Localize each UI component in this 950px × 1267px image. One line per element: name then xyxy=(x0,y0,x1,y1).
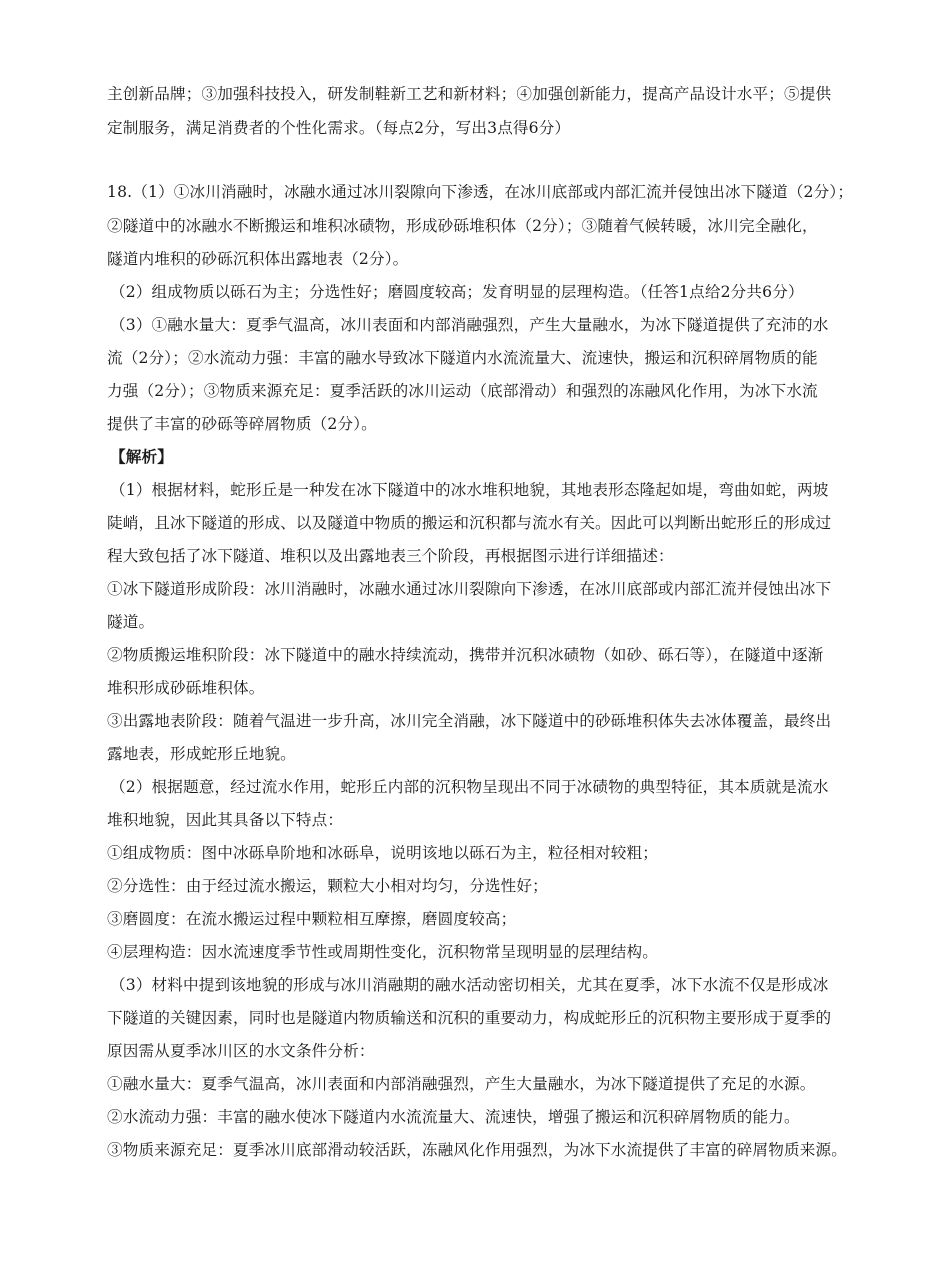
analysis-part2-line-2: 堆积地貌，因此其具备以下特点： xyxy=(107,811,344,829)
analysis-reason-sediment: ③物质来源充足：夏季冰川底部滑动较活跃，冻融风化作用强烈，为冰下水流提供了丰富的碎屑物质来源。 xyxy=(107,1141,847,1159)
answer-18-part3-line-1: （3）①融水量大：夏季气温高，冰川表面和内部消融强烈，产生大量融水，为冰下隧道提供了充沛的水 xyxy=(110,316,829,334)
analysis-part1-line-1: （1）根据材料，蛇形丘是一种发在冰下隧道中的冰水堆积地貌，其地表形态隆起如堤，弯曲如蛇，两坡 xyxy=(110,481,829,499)
analysis-part2-line-1: （2）根据题意，经过流水作用，蛇形丘内部的沉积物呈现出不同于冰碛物的典型特征，其本质就是流水 xyxy=(110,778,829,796)
analysis-heading: 【解析】 xyxy=(110,447,173,466)
answer-18-part3-line-3: 力强（2分）；③物质来源充足：夏季活跃的冰川运动（底部滑动）和强烈的冻融风化作用，为冰下水流 xyxy=(107,382,818,400)
analysis-reason-flow: ②水流动力强：丰富的融水使冰下隧道内水流流量大、流速快，增强了搬运和沉积碎屑物质的能力。 xyxy=(107,1108,800,1126)
analysis-part1-line-3: 程大致包括了冰下隧道、堆积以及出露地表三个阶段，再根据图示进行详细描述： xyxy=(107,547,674,565)
answer-18-part1-line-1: 18.（1）①冰川消融时，冰融水通过冰川裂隙向下渗透，在冰川底部或内部汇流并侵蚀出冰下隧道（2分）； xyxy=(107,183,854,201)
analysis-feature-composition: ①组成物质：图中冰砾阜阶地和冰砾阜，说明该地以砾石为主，粒径相对较粗； xyxy=(107,844,659,862)
analysis-reason-meltwater: ①融水量大：夏季气温高，冰川表面和内部消融强烈，产生大量融水，为冰下隧道提供了充足的水源。 xyxy=(107,1075,816,1093)
analysis-stage3-line-1: ③出露地表阶段：随着气温进一步升高，冰川完全消融，冰下隧道中的砂砾堆积体失去冰体覆盖，最终出 xyxy=(107,712,832,730)
analysis-stage1-line-1: ①冰下隧道形成阶段：冰川消融时，冰融水通过冰川裂隙向下渗透，在冰川底部或内部汇流并侵蚀出冰下 xyxy=(107,580,832,598)
analysis-feature-roundness: ③磨圆度：在流水搬运过程中颗粒相互摩擦，磨圆度较高； xyxy=(107,910,517,928)
analysis-feature-sorting: ②分选性：由于经过流水搬运，颗粒大小相对均匀，分选性好； xyxy=(107,877,548,895)
answer-18-part3-line-2: 流（2分）；②水流动力强：丰富的融水导致冰下隧道内水流流量大、流速快，搬运和沉积碎屑物质的能 xyxy=(107,349,818,367)
analysis-stage1-line-2: 隧道。 xyxy=(107,613,155,631)
analysis-part1-line-2: 陡峭，且冰下隧道的形成、以及隧道中物质的搬运和沉积都与流水有关。因此可以判断出蛇形丘的形成过 xyxy=(107,514,832,532)
answer-18-part2: （2）组成物质以砾石为主；分选性好；磨圆度较高；发育明显的层理构造。（任答1点给2分共6分） xyxy=(110,283,804,301)
answer-18-part3-line-4: 提供了丰富的砂砾等碎屑物质（2分）。 xyxy=(107,415,377,433)
answer-17-line-2: 定制服务，满足消费者的个性化需求。（每点2分，写出3点得6分） xyxy=(107,119,571,137)
answer-17-line-1: 主创新品牌；③加强科技投入，研发制鞋新工艺和新材料；④加强创新能力，提高产品设计水平；⑤提供 xyxy=(107,85,832,103)
analysis-stage3-line-2: 露地表，形成蛇形丘地貌。 xyxy=(107,745,296,763)
answer-18-part1-line-3: 隧道内堆积的砂砾沉积体出露地表（2分）。 xyxy=(107,250,409,268)
analysis-part3-line-1: （3）材料中提到该地貌的形成与冰川消融期的融水活动密切相关，尤其在夏季，冰下水流不仅是形成冰 xyxy=(110,976,829,994)
analysis-stage2-line-2: 堆积形成砂砾堆积体。 xyxy=(107,679,265,697)
answer-18-part1-line-2: ②隧道中的冰融水不断搬运和堆积冰碛物，形成砂砾堆积体（2分）；③随着气候转暖，冰川完全融化， xyxy=(107,217,818,235)
analysis-feature-bedding: ④层理构造：因水流速度季节性或周期性变化，沉积物常呈现明显的层理结构。 xyxy=(107,943,659,961)
analysis-part3-line-2: 下隧道的关键因素，同时也是隧道内物质输送和沉积的重要动力，构成蛇形丘的沉积物主要形成于夏季的 xyxy=(107,1009,832,1027)
analysis-stage2-line-1: ②物质搬运堆积阶段：冰下隧道中的融水持续流动，携带并沉积冰碛物（如砂、砾石等），在隧道中逐渐 xyxy=(107,646,824,664)
analysis-part3-line-3: 原因需从夏季冰川区的水文条件分析： xyxy=(107,1042,375,1060)
